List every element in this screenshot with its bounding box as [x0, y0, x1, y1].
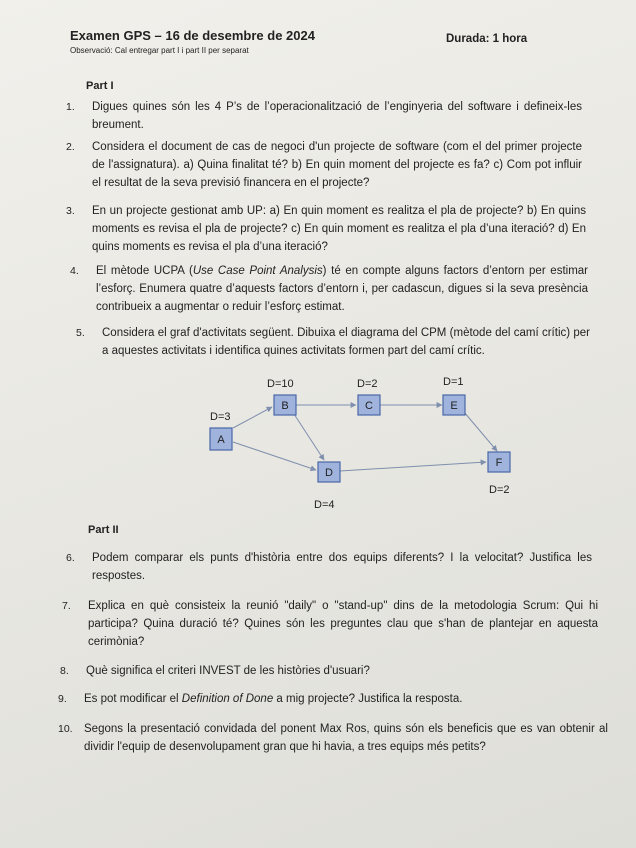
question-10: [58, 720, 608, 756]
node-f-duration: D=2: [489, 484, 510, 496]
node-c-label: C: [365, 400, 373, 412]
question-text: Explica en què consisteix la reunió "daily" o "stand-up" dins de la metodologia Scrum: Qui hi participa? Quina duració té? Quines són les preguntes clau que s'han de plantejar en aquesta cerimònia?: [88, 600, 598, 648]
node-f: [488, 452, 510, 472]
node-f-label: F: [495, 457, 503, 469]
node-b-label: B: [281, 400, 289, 412]
question-number: 7.: [62, 600, 71, 612]
question-number: 8.: [60, 665, 69, 677]
exam-duration: Durada: 1 hora: [446, 33, 528, 45]
question-number: 1.: [66, 101, 75, 113]
node-a-duration: D=3: [210, 411, 231, 423]
question-text: Què significa el criteri INVEST de les històries d'usuari?: [86, 665, 370, 677]
edge-a-b: [233, 407, 272, 428]
node-a-label: A: [217, 434, 225, 446]
question-5: [76, 324, 590, 360]
node-d-label: D: [325, 467, 333, 479]
edge-a-d: [233, 442, 316, 470]
question-text: El mètode UCPA (: [96, 265, 193, 277]
question-text: En un projecte gestionat amb UP: a) En quin moment es realitza el pla de projecte? b) En quins moments es revisa el pla de projecte? c) En quin moment es realitza el pla d’una iteració? d) En quins moments es revisa el pla d’una iteració?: [92, 205, 586, 253]
question-text-emphasis: Use Case Point Analysis: [192, 265, 323, 277]
node-a: [210, 428, 232, 450]
node-e-label: E: [450, 400, 458, 412]
node-d-duration: D=4: [314, 499, 335, 511]
question-number: 3.: [66, 205, 75, 217]
node-b: [274, 395, 296, 415]
question-number: 5.: [76, 327, 85, 339]
question-number: 10.: [58, 723, 73, 735]
question-6: [66, 549, 592, 585]
question-number: 4.: [70, 265, 79, 277]
question-9: [58, 690, 594, 708]
node-b-duration: D=10: [267, 378, 294, 390]
part-1-heading: Part I: [86, 80, 114, 92]
question-text-emphasis: Definition of Done: [181, 693, 274, 705]
question-text: Digues quines són les 4 P’s de l’operacionalització de l’enginyeria del software i defineix-les breument.: [92, 101, 582, 131]
question-2: [66, 138, 582, 192]
question-3: [66, 202, 586, 256]
question-text: Considera el graf d'activitats següent. Dibuixa el diagrama del CPM (mètode del camí crític) per a aquestes activitats i identifica quines activitats formen part del camí crític.: [102, 327, 590, 357]
question-number: 9.: [58, 693, 67, 705]
node-e: [443, 395, 465, 415]
question-text: Podem comparar els punts d'història entre dos equips diferents? I la velocitat? Justifica les respostes.: [92, 552, 592, 582]
question-4: [70, 262, 589, 316]
exam-title: Examen GPS – 16 de desembre de 2024: [70, 28, 315, 43]
edge-e-f: [464, 412, 497, 451]
exam-note: Observació: Cal entregar part I i part II per separat: [70, 46, 249, 55]
question-text: Es pot modificar el: [84, 693, 182, 705]
node-e-duration: D=1: [443, 376, 464, 388]
question-text: Segons la presentació convidada del ponent Max Ros, quins són els beneficis que es van obtenir al dividir l'equip de desenvolupament gran que hi havia, a tres equips més petits?: [84, 723, 608, 753]
question-text: ) té en compte alguns factors d’entorn per estimar l’esforç. Enumera quatre d’aquests factors d’entorn i, per cadascun, digues si la seva presència contribueix a augmentar o reduir l’esforç estimat.: [96, 265, 589, 313]
question-7: [62, 597, 598, 651]
question-1: [66, 98, 582, 134]
edge-b-d: [294, 414, 324, 460]
question-number: 2.: [66, 141, 75, 153]
node-c-duration: D=2: [357, 378, 378, 390]
question-number: 6.: [66, 552, 75, 564]
question-8: [60, 662, 596, 680]
question-text: a mig projecte? Justifica la resposta.: [273, 693, 463, 705]
node-d: [318, 462, 340, 482]
edge-d-f: [340, 462, 486, 471]
question-text: Considera el document de cas de negoci d'un projecte de software (com el del primer projecte de l'assignatura). a) Quina finalitat té? b) En quin moment del projecte es fa? c) Com pot influir el resultat de la seva previsió financera en el projecte?: [92, 141, 582, 189]
node-c: [358, 395, 380, 415]
activity-graph: [200, 370, 530, 520]
part-2-heading: Part II: [88, 524, 119, 536]
